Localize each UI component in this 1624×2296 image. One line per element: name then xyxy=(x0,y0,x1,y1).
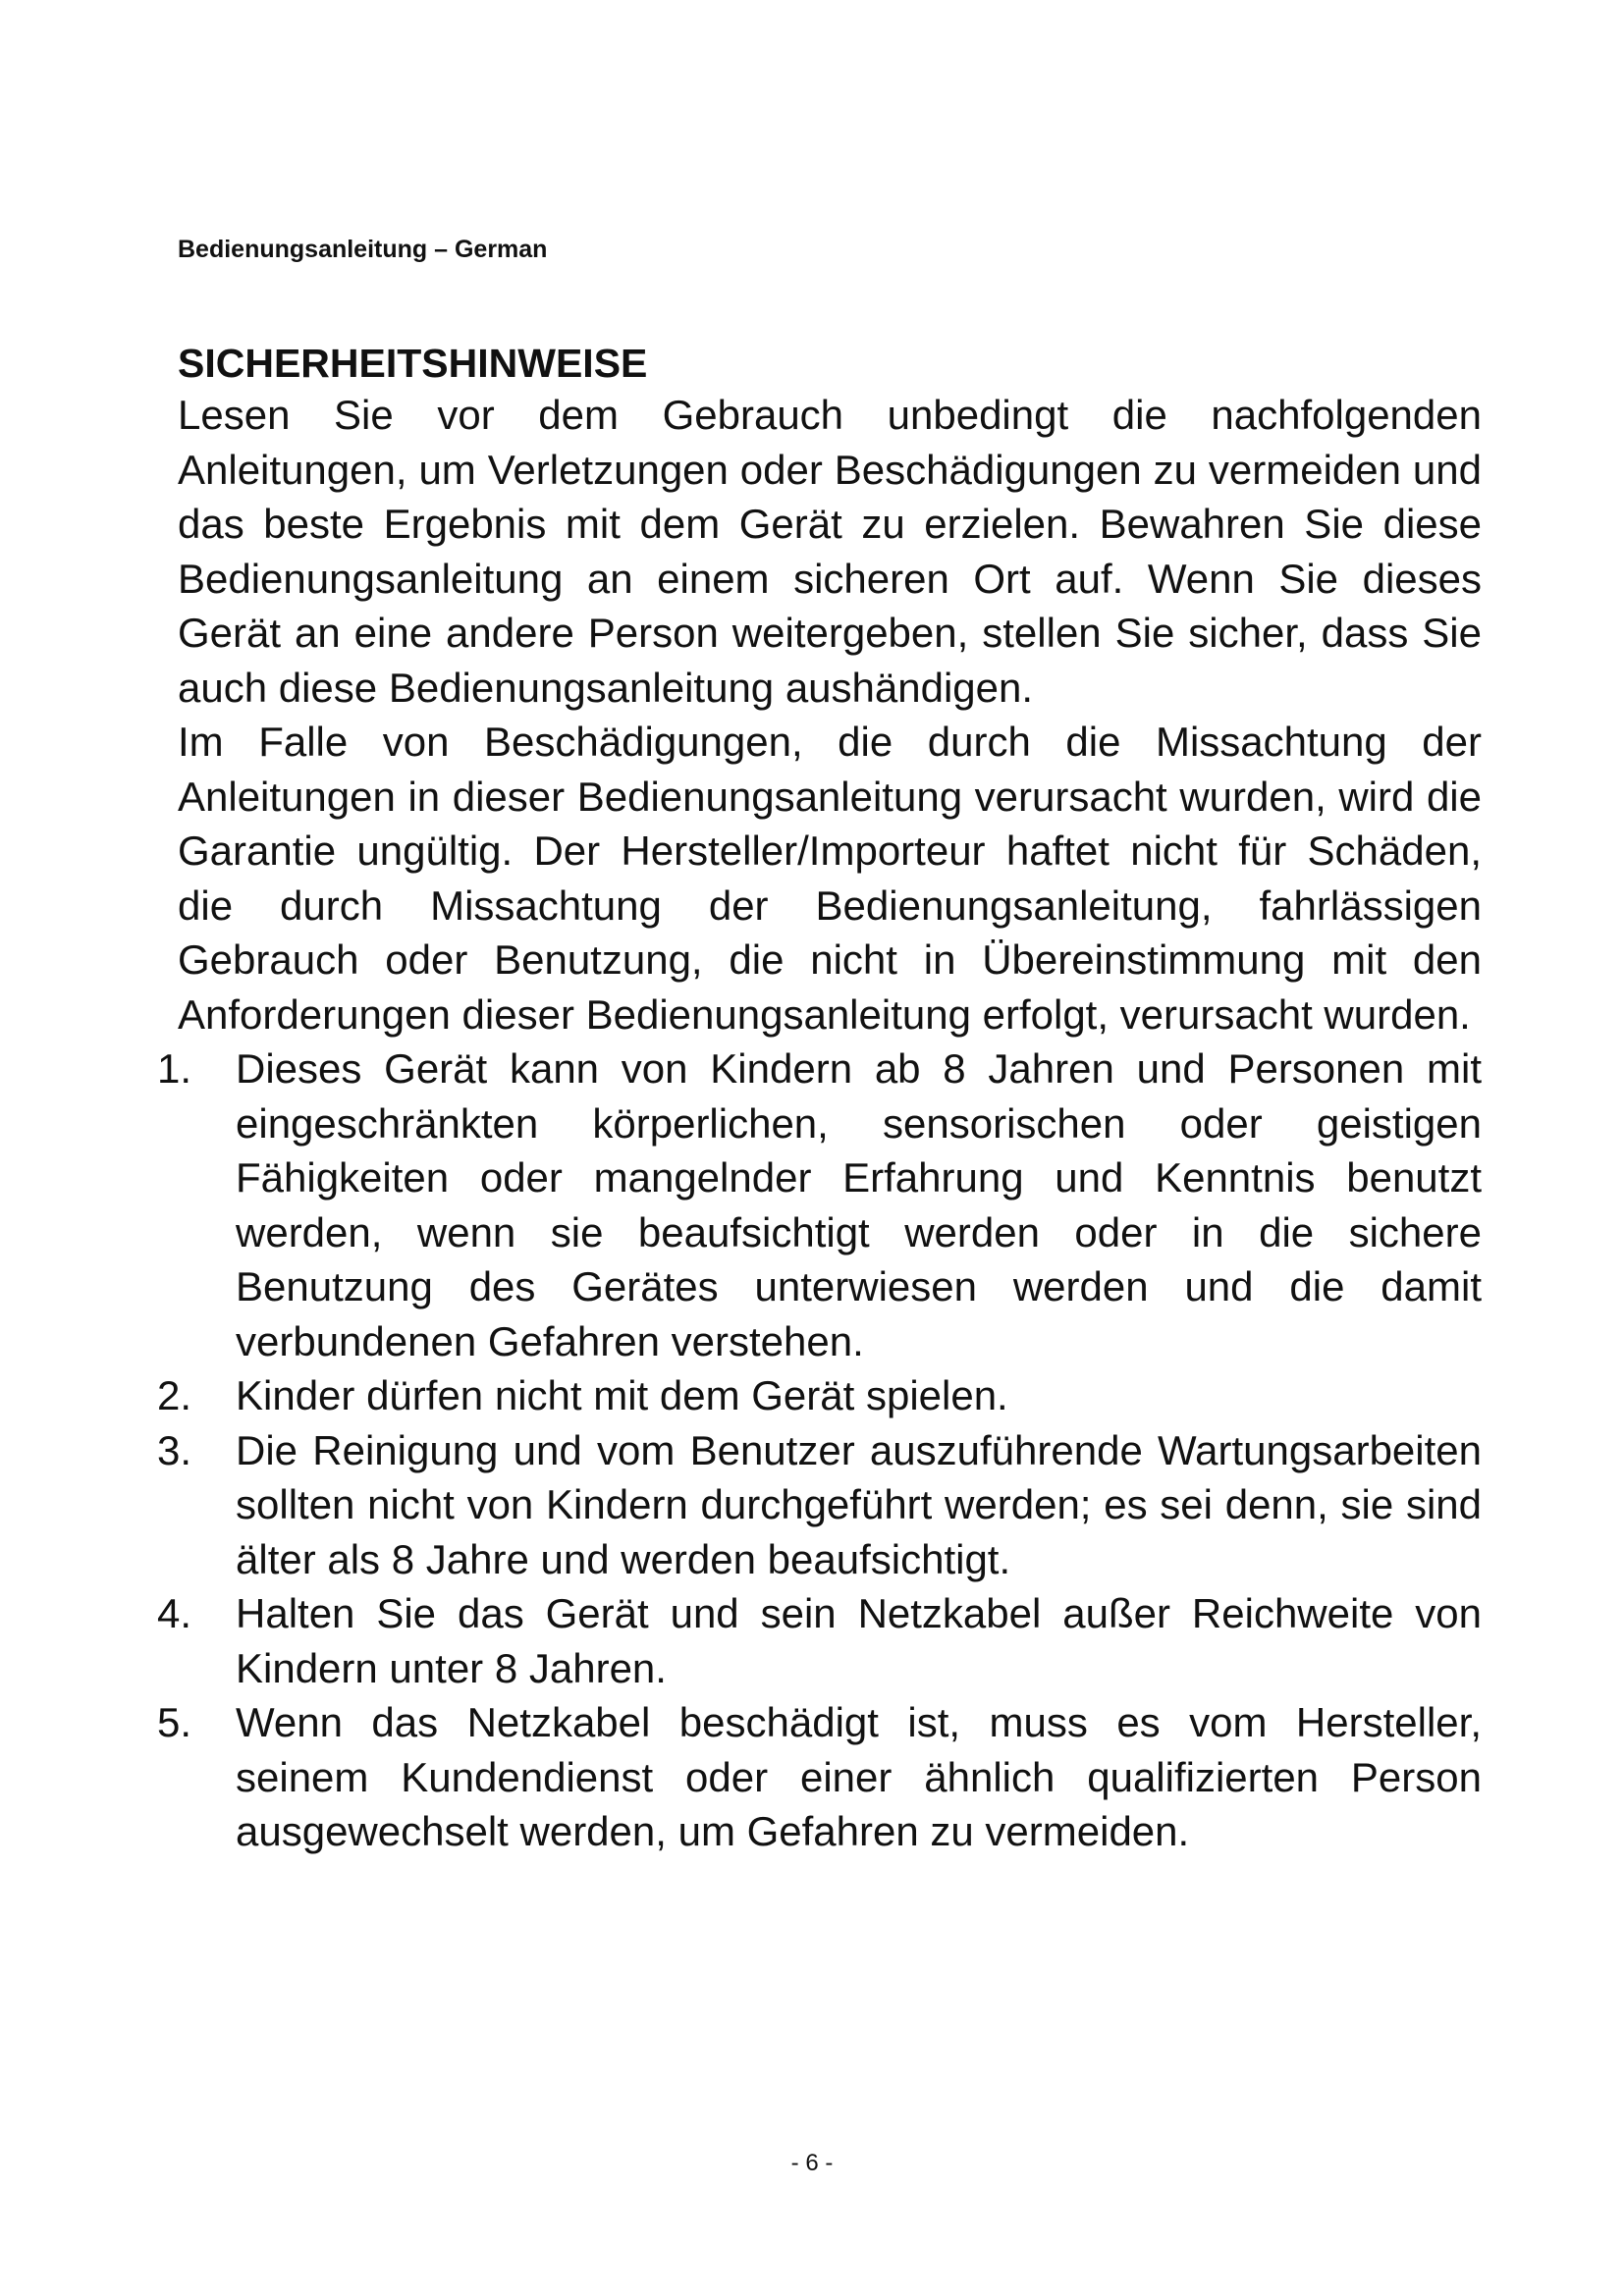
list-item-number: 3. xyxy=(157,1426,192,1473)
intro-paragraph: Lesen Sie vor dem Gebrauch unbedingt die nachfolgenden Anleitungen, um Verletzungen oder Beschädigungen zu vermeiden und das beste Ergebnis mit dem Gerät zu erzielen. Bewahren Sie diese Bedienungsanleitung an einem sicheren Ort auf. Wenn Sie dieses Gerät an eine andere Person weitergeben, stellen Sie sicher, dass Sie auch diese Bedienungsanleitung aushändigen. xyxy=(178,392,1482,711)
list-item-number: 1. xyxy=(157,1045,192,1092)
list-item-text: Kinder dürfen nicht mit dem Gerät spielen. xyxy=(236,1372,1008,1418)
list-item xyxy=(157,1368,1482,1423)
list-item xyxy=(157,1041,1482,1368)
document-header: Bedienungsanleitung – German xyxy=(178,236,548,263)
page-number: - 6 - xyxy=(790,2150,834,2176)
list-item-text: Wenn das Netzkabel beschädigt ist, muss es vom Hersteller, seinem Kundendienst oder einer ähnlich qualifizierten Person ausgewechselt werden, um Gefahren zu vermeiden. xyxy=(236,1699,1482,1854)
safety-list xyxy=(157,1041,1482,1859)
section-title: SICHERHEITSHINWEISE xyxy=(178,341,648,386)
list-item-text: Halten Sie das Gerät und sein Netzkabel außer Reichweite von Kindern unter 8 Jahren. xyxy=(236,1590,1482,1691)
list-item xyxy=(157,1695,1482,1859)
list-item-number: 5. xyxy=(157,1699,192,1745)
list-item-text: Die Reinigung und vom Benutzer auszuführende Wartungsarbeiten sollten nicht von Kindern durchgeführt werden; es sei denn, sie sind älter als 8 Jahre und werden beaufsichtigt. xyxy=(236,1426,1482,1582)
warranty-paragraph: Im Falle von Beschädigungen, die durch die Missachtung der Anleitungen in dieser Bedienungsanleitung verursacht wurden, wird die Garantie ungültig. Der Hersteller/Importeur haftet nicht für Schäden, die durch Missachtung der Bedienungsanleitung, fahrlässigen Gebrauch oder Benutzung, die nicht in Übereinstimmung mit den Anforderungen dieser Bedienungsanleitung erfolgt, verursacht wurden. xyxy=(178,719,1482,1038)
list-item-text: Dieses Gerät kann von Kindern ab 8 Jahren und Personen mit eingeschränkten körperlichen, sensorischen oder geistigen Fähigkeiten oder mangelnder Erfahrung und Kenntnis benutzt werden, wenn sie beaufsichtigt werden oder in die sichere Benutzung des Gerätes unterwiesen werden und die damit verbundenen Gefahren verstehen. xyxy=(236,1045,1482,1364)
list-item xyxy=(157,1423,1482,1587)
list-item-number: 4. xyxy=(157,1590,192,1636)
list-item-number: 2. xyxy=(157,1372,192,1418)
safety-section xyxy=(157,339,1482,1859)
list-item xyxy=(157,1586,1482,1695)
